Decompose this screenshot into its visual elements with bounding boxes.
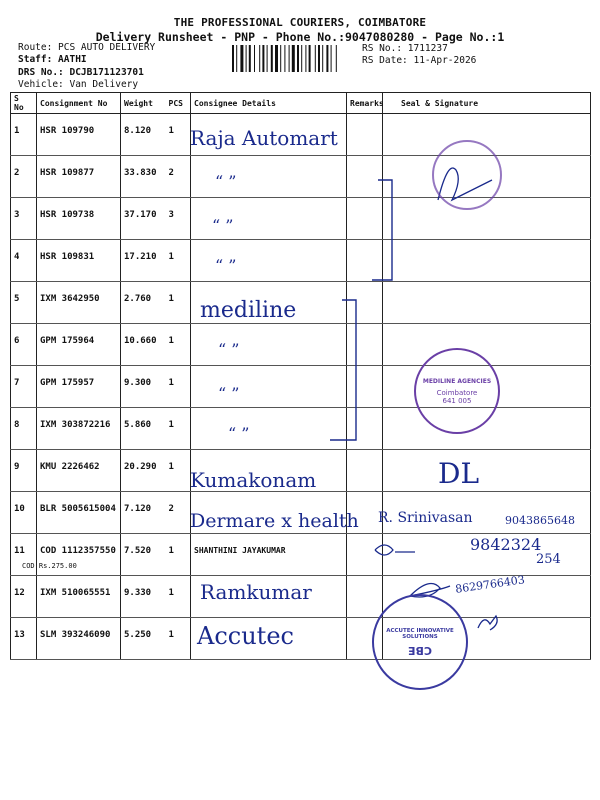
staff-info: Staff: AATHI — [18, 54, 87, 65]
row-weight-text: 5.250 — [124, 630, 152, 640]
row-weight-text: 8.120 — [124, 126, 152, 136]
row-weight-text: 20.290 — [124, 462, 157, 472]
row-weight-text: 37.170 — [124, 210, 157, 220]
handwriting-dl: DL — [438, 457, 480, 490]
handwriting-ditto: “ ” — [218, 384, 240, 403]
handwriting-signature: R. Srinivasan — [378, 510, 473, 526]
handwriting-phone: 9842324 — [470, 535, 542, 554]
row-sno-text: 10 — [14, 504, 25, 514]
row-pcs-text: 1 — [168, 294, 174, 304]
row-consignment-text: KMU 2226462 — [40, 462, 100, 472]
cod-note: COD Rs.275.00 — [22, 562, 77, 570]
row-sno-text: 12 — [14, 588, 25, 598]
row-pcs-text: 1 — [168, 546, 174, 556]
row-consignee-text: SHANTHINI JAYAKUMAR — [194, 546, 286, 555]
seal-text: Coimbatore — [436, 388, 478, 397]
row-sno-text: 8 — [14, 420, 20, 430]
row-pcs-text: 1 — [168, 462, 174, 472]
handwriting-raja-automart: Raja Automart — [190, 126, 338, 150]
col-consignment: Consignment No — [37, 93, 121, 114]
seal-text: CBE — [408, 643, 432, 657]
row-pcs-text: 3 — [168, 210, 174, 220]
row-sno-text: 7 — [14, 378, 20, 388]
row-sno-text: 1 — [14, 126, 20, 136]
handwriting-amount: 254 — [536, 552, 561, 567]
handwriting-accutec: Accutec — [197, 622, 294, 650]
col-remarks: Remarks — [347, 93, 383, 114]
row-weight-text: 7.520 — [124, 546, 152, 556]
handwriting-ditto: “ ” — [228, 424, 250, 443]
handwriting-phone: 9043865648 — [505, 514, 575, 527]
handwriting-ditto: “ ” — [218, 340, 240, 359]
col-sno: S No — [11, 93, 37, 114]
row-consignment-text: IXM 510065551 — [40, 588, 111, 598]
col-pcs: PCS — [169, 93, 191, 114]
row-weight-text: 33.830 — [124, 168, 157, 178]
seal-text: 641 005 — [442, 396, 472, 405]
row-consignment-text: HSR 109738 — [40, 210, 95, 220]
row-weight-text: 9.330 — [124, 588, 152, 598]
handwriting-dermare: Dermare x health — [190, 510, 359, 532]
bracket-mark — [330, 300, 356, 440]
signature-scribble — [375, 545, 415, 555]
handwriting-ditto: “ ” — [215, 256, 237, 275]
row-pcs-text: 1 — [168, 630, 174, 640]
row-consignment-text: IXM 3642950 — [40, 294, 100, 304]
row-pcs-text: 1 — [168, 588, 174, 598]
seal-text: ACCUTEC INNOVATIVE SOLUTIONS — [386, 627, 454, 640]
row-sno-text: 4 — [14, 252, 20, 262]
col-consignee: Consignee Details — [191, 93, 347, 114]
row-pcs-text: 1 — [168, 252, 174, 262]
row-sno-text: 6 — [14, 336, 20, 346]
row-consignment-text: HSR 109877 — [40, 168, 95, 178]
handwriting-ditto: “ ” — [215, 172, 237, 191]
row-pcs-text: 1 — [168, 378, 174, 388]
row-pcs-text: 1 — [168, 336, 174, 346]
seal-text: MEDILINE AGENCIES — [422, 377, 492, 385]
rs-date: RS Date: 11-Apr-2026 — [362, 55, 477, 66]
row-consignment-text: SLM 393246090 — [40, 630, 111, 640]
row-sno-text: 5 — [14, 294, 20, 304]
row-sno-text: 3 — [14, 210, 20, 220]
signature-scribble — [478, 616, 497, 630]
row-sno-text: 9 — [14, 462, 20, 472]
row-weight-text: 2.760 — [124, 294, 152, 304]
company-title: THE PROFESSIONAL COURIERS, COIMBATORE — [173, 16, 427, 29]
handwriting-kumakonam: Kumakonam — [190, 468, 317, 492]
row-pcs-text: 1 — [168, 420, 174, 430]
row-consignment-text: HSR 109790 — [40, 126, 95, 136]
bracket-mark — [372, 180, 392, 280]
handwriting-ramkumar: Ramkumar — [200, 580, 312, 604]
row-consignment-text: COD 1112357550 — [40, 546, 116, 556]
row-consignment-text: HSR 109831 — [40, 252, 95, 262]
drs-info: DRS No.: DCJB171123701 — [18, 67, 144, 78]
accutec-seal — [372, 594, 468, 690]
row-consignment-text: GPM 175964 — [40, 336, 95, 346]
row-weight-text: 17.210 — [124, 252, 157, 262]
row-pcs-text: 2 — [168, 504, 174, 514]
handwriting-mediline: mediline — [200, 298, 297, 323]
row-weight-text: 9.300 — [124, 378, 152, 388]
row-consignment-text: IXM 303872216 — [40, 420, 111, 430]
row-sno-text: 13 — [14, 630, 25, 640]
row-pcs-text: 2 — [168, 168, 174, 178]
row-sno-text: 11 — [14, 546, 25, 556]
row-weight-text: 7.120 — [124, 504, 152, 514]
runsheet-subtitle: Delivery Runsheet - PNP - Phone No.:9047080280 - Page No.:1 — [95, 30, 505, 44]
mediline-seal — [414, 348, 500, 434]
rs-number: RS No.: 1711237 — [362, 43, 448, 54]
handwriting-phone: 8629766403 — [454, 573, 526, 596]
stamp-seal — [432, 140, 502, 210]
handwriting-ditto: “ ” — [212, 216, 234, 235]
vehicle-info: Vehicle: Van Delivery — [18, 79, 139, 90]
row-weight-text: 5.860 — [124, 420, 152, 430]
route-info: Route: PCS AUTO DELIVERY — [18, 42, 156, 53]
col-weight: Weight — [121, 93, 169, 114]
row-weight-text: 10.660 — [124, 336, 157, 346]
col-seal: Seal & Signature — [383, 93, 591, 114]
row-consignment-text: BLR 5005615004 — [40, 504, 116, 514]
row-sno-text: 2 — [14, 168, 20, 178]
row-consignment-text: GPM 175957 — [40, 378, 95, 388]
row-pcs-text: 1 — [168, 126, 174, 136]
